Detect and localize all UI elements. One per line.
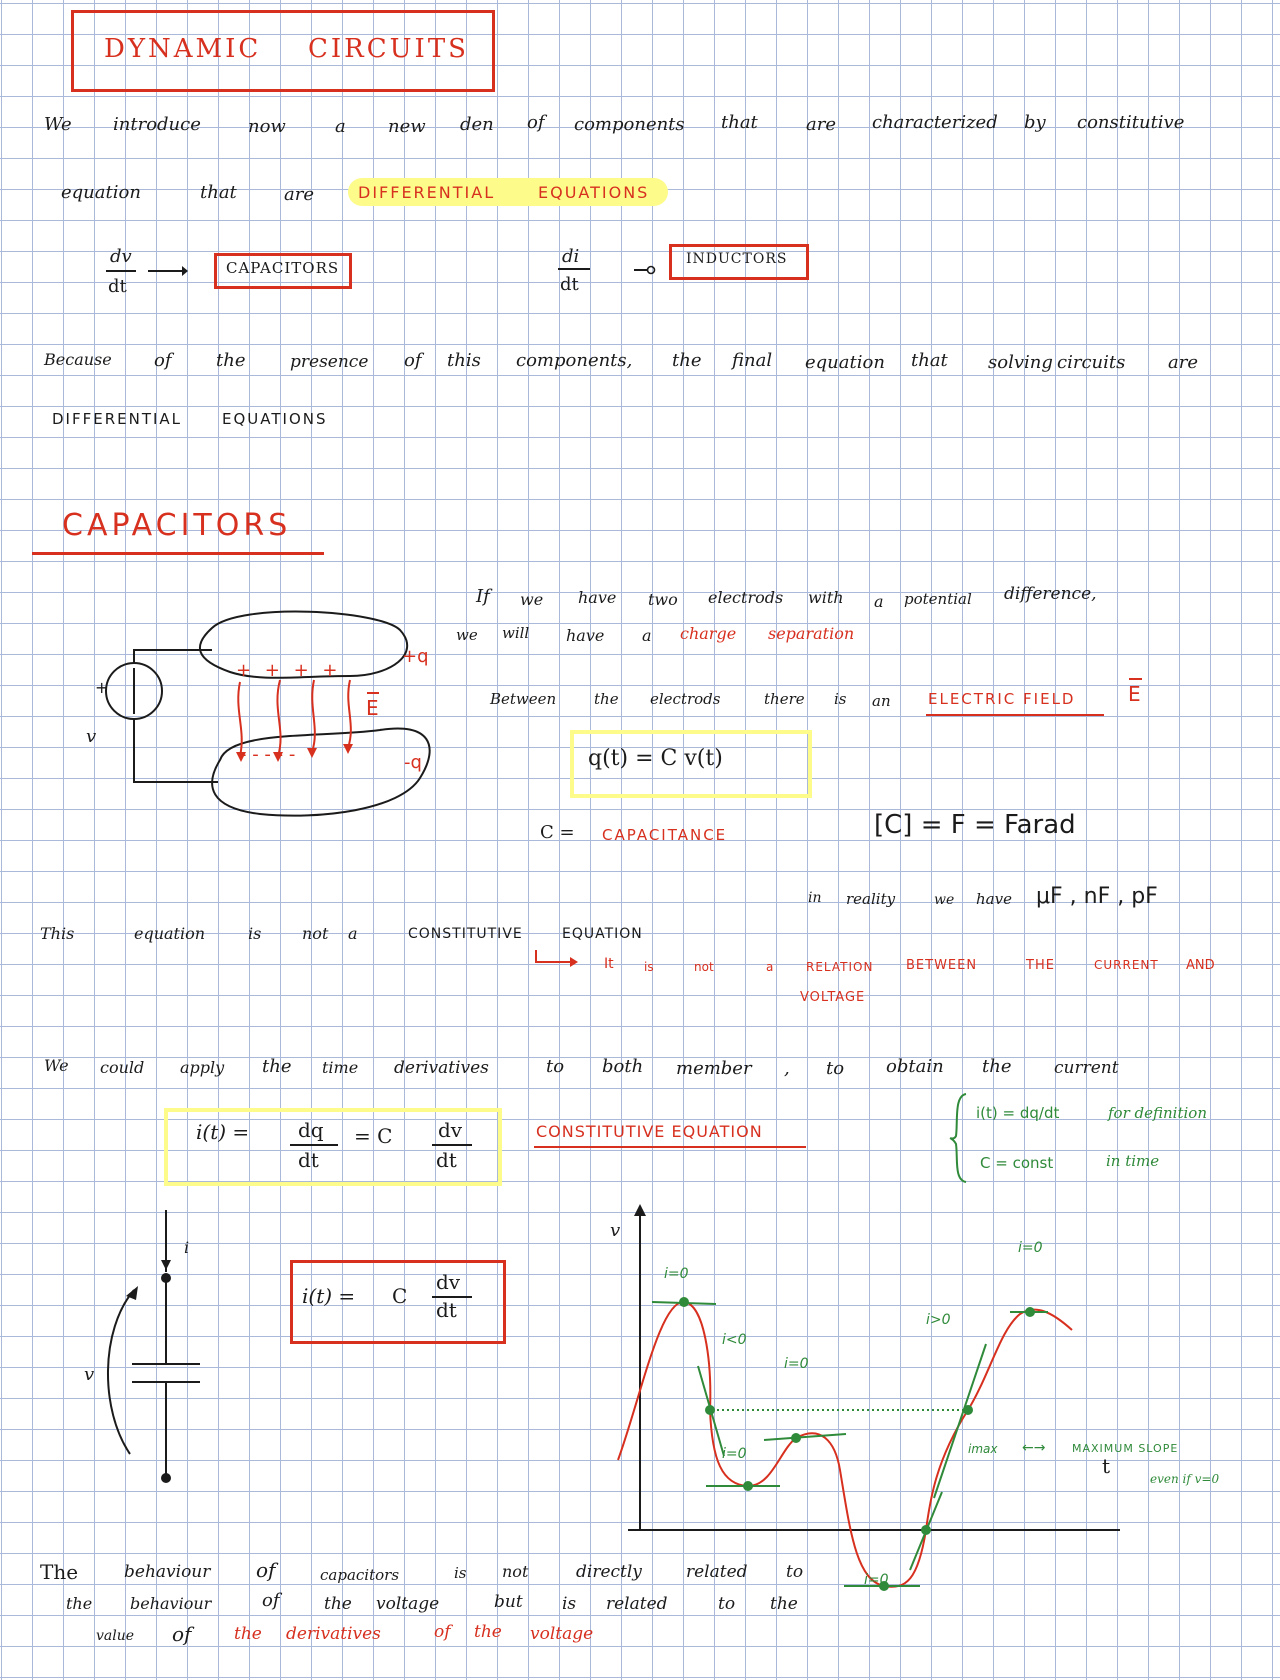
beh3-red1: derivatives — [286, 1624, 381, 1644]
label-i0-c: i=0 — [722, 1446, 747, 1462]
label-igt0: i>0 — [926, 1312, 951, 1328]
nc-w3: not — [302, 924, 329, 943]
because-w12: circuits — [1057, 352, 1126, 373]
capacitors-heading: CAPACITORS — [62, 508, 292, 543]
di-den: dt — [560, 274, 579, 295]
explain3-w0: Between — [490, 690, 557, 708]
beh2-w5: but — [494, 1592, 523, 1612]
intro-w11: by — [1024, 112, 1046, 133]
beh1-w4: is — [454, 1564, 467, 1582]
eq2-lhs: i(t) = — [196, 1120, 250, 1144]
label-even-if: even if v=0 — [1150, 1472, 1220, 1486]
nc-w2: is — [248, 924, 262, 943]
explain1-w8: difference, — [1004, 584, 1097, 604]
eq2-bar2 — [432, 1144, 472, 1146]
q-plus: +q — [402, 646, 429, 667]
nc-arrow-w3: a — [766, 960, 774, 974]
electric-field-underline — [926, 714, 1104, 716]
because-w2: the — [216, 350, 246, 371]
beh3-w0: value — [96, 1628, 135, 1644]
intro-w8: that — [721, 112, 758, 133]
constitutive-underline — [534, 1146, 806, 1148]
because-w13: are — [1168, 352, 1198, 373]
intro-w10: characterized — [872, 112, 998, 133]
explain1-w7: potential — [904, 590, 972, 608]
field-line-4 — [348, 680, 351, 748]
nc-arrow-w6: THE — [1026, 958, 1055, 973]
beh2-w4: voltage — [376, 1594, 440, 1614]
because-w8: final — [732, 350, 773, 371]
definition-line2: C = const — [980, 1154, 1054, 1172]
beh2-w2: of — [262, 1590, 280, 1611]
because-w10: that — [911, 350, 948, 371]
beh1-w8: to — [786, 1562, 804, 1582]
label-i0-d: i=0 — [1018, 1240, 1043, 1256]
apply-w3: the — [262, 1056, 292, 1077]
arrow-to-capacitors — [148, 264, 188, 278]
c-equals: C = — [540, 822, 575, 843]
beh1-w0: The — [40, 1560, 79, 1584]
label-arrow: ←→ — [1022, 1440, 1046, 1456]
intro-w4: new — [388, 116, 426, 137]
eq3-dt: dt — [436, 1298, 457, 1322]
separation-word: separation — [768, 624, 855, 643]
beh1-w3: capacitors — [320, 1566, 400, 1584]
definition-line1: i(t) = dq/dt — [976, 1104, 1060, 1122]
apply-w2: apply — [180, 1058, 225, 1077]
e-vector-bar — [1129, 678, 1142, 680]
explain3-w5: an — [872, 692, 891, 710]
beh2-w7: related — [606, 1594, 668, 1614]
capacitance-label: CAPACITANCE — [602, 826, 728, 844]
apply-w7: both — [602, 1056, 644, 1077]
schematic2-v: v — [84, 1364, 95, 1385]
beh3-red2: of — [434, 1622, 451, 1642]
source-plus: + — [95, 678, 109, 697]
nc-arrow-w2: not — [694, 960, 714, 974]
dv-den: dt — [108, 276, 127, 297]
eq2-bar1 — [290, 1144, 338, 1146]
intro2-w2: are — [284, 184, 314, 205]
voltage-graph — [600, 1200, 1240, 1600]
reality-w3: have — [976, 890, 1012, 908]
nc-w4: a — [348, 924, 358, 943]
heading-underline — [32, 552, 324, 555]
explain3-w3: there — [764, 690, 805, 708]
inductors-label: INDUCTORS — [686, 251, 788, 267]
intro2-w0: equation — [61, 182, 141, 203]
apply-w5: derivatives — [394, 1058, 489, 1078]
explain2-w2: have — [566, 626, 605, 645]
nc-w1: equation — [134, 924, 206, 943]
label-max-slope: MAXIMUM SLOPE — [1072, 1442, 1179, 1455]
dv-num: dv — [110, 246, 132, 267]
intro-w12: constitutive — [1077, 112, 1185, 133]
apply-w1: could — [100, 1058, 145, 1077]
apply-w6: to — [546, 1056, 565, 1077]
beh2-w6: is — [562, 1594, 577, 1614]
dv-fraction-bar — [106, 270, 136, 272]
constitutive-label: CONSTITUTIVE EQUATION — [536, 1122, 763, 1141]
intro-w7: components — [574, 114, 685, 135]
eq3-dv: dv — [436, 1270, 461, 1294]
apply-w8: member — [676, 1058, 752, 1079]
e-field-vector-bar — [367, 692, 379, 694]
beh1-w2: of — [256, 1558, 276, 1582]
explain2-w1: will — [502, 624, 530, 642]
label-imax: imax — [968, 1442, 998, 1456]
explain1-w4: electrods — [708, 588, 784, 607]
because-w9: equation — [805, 352, 885, 373]
beh2-w0: the — [66, 1594, 93, 1613]
source-v: v — [86, 726, 97, 747]
eq2-eq: = C — [354, 1124, 393, 1148]
beh3-w1: of — [172, 1622, 192, 1646]
nc-arrow-w8: AND — [1186, 958, 1215, 973]
reality-w1: reality — [846, 890, 896, 908]
t-axis-label: t — [1102, 1454, 1111, 1478]
because2-w1: EQUATIONS — [222, 410, 328, 428]
explain3-w2: electrods — [650, 690, 721, 708]
explain3-w4: is — [834, 690, 847, 708]
label-i0-e: i=0 — [864, 1572, 889, 1588]
beh2-w8: to — [718, 1594, 736, 1614]
explain1-w3: two — [648, 590, 678, 609]
because2-w0: DIFFERENTIAL — [52, 410, 183, 428]
label-i0-b: i=0 — [784, 1356, 809, 1372]
beh3-red4: voltage — [530, 1624, 594, 1644]
equation1: q(t) = C v(t) — [588, 746, 723, 771]
because-w7: the — [672, 350, 702, 371]
because-w6: components, — [516, 350, 633, 371]
intro-w0: We — [44, 114, 72, 135]
schematic2-i: i — [184, 1238, 190, 1257]
intro-w6: of — [527, 112, 545, 133]
because-w3: presence — [290, 352, 369, 372]
eq2-dt2: dt — [436, 1148, 457, 1172]
e-vector: E — [1128, 682, 1141, 706]
highlight-differential: DIFFERENTIAL — [358, 183, 496, 202]
definition-note1: for definition — [1108, 1104, 1207, 1122]
intro-w1: introduce — [113, 114, 201, 135]
explain2-w0: we — [456, 626, 478, 644]
beh2-w1: behaviour — [130, 1594, 212, 1613]
capacitors-label: CAPACITORS — [226, 259, 340, 277]
intro-w9: are — [806, 114, 836, 135]
farad-unit: [C] = F = Farad — [874, 810, 1076, 840]
because-w11: solving — [988, 352, 1053, 373]
beh1-w1: behaviour — [124, 1562, 211, 1582]
apply-w9: , — [784, 1058, 790, 1079]
intro-w5: den — [460, 114, 494, 135]
nc-arrow-w5: BETWEEN — [906, 958, 978, 973]
explain1-w0: If — [476, 586, 490, 607]
voltage-curve — [618, 1302, 1072, 1587]
nc-arrow-w1: is — [644, 960, 654, 974]
nc-arrow-w4: RELATION — [806, 960, 874, 974]
nc-arrow-w0: It — [604, 956, 614, 972]
apply-w4: time — [322, 1058, 359, 1077]
label-i0-a: i=0 — [664, 1266, 689, 1282]
apply-w10: to — [826, 1058, 845, 1079]
because-w1: of — [154, 350, 172, 371]
electric-field-label: ELECTRIC FIELD — [928, 690, 1076, 708]
because-w5: this — [447, 350, 481, 371]
eq2-dv: dv — [438, 1118, 463, 1142]
explain1-w6: a — [874, 592, 884, 611]
because-w4: of — [404, 350, 422, 371]
explain2-w3: a — [642, 626, 652, 645]
bottom-electrode — [212, 728, 430, 815]
explain1-w5: with — [808, 588, 844, 607]
arrow-to-inductors — [634, 264, 658, 276]
eq2-dq: dq — [298, 1118, 324, 1142]
definition-note2: in time — [1106, 1152, 1160, 1170]
beh1-w6: directly — [576, 1562, 642, 1582]
explain1-w1: we — [520, 590, 544, 609]
field-line-3 — [312, 680, 315, 752]
nc-arrow-w7: CURRENT — [1094, 958, 1159, 972]
beh2-w9: the — [770, 1594, 798, 1614]
di-fraction-bar — [558, 268, 590, 270]
nc-w0: This — [40, 924, 75, 943]
v-axis-label: v — [610, 1220, 621, 1241]
definition-brace — [948, 1092, 968, 1184]
intro-w2: now — [248, 116, 286, 137]
v-axis-arrow — [634, 1204, 646, 1216]
reality-units: μF , nF , pF — [1036, 884, 1158, 909]
beh3-red0: the — [234, 1624, 262, 1644]
because-w0: Because — [44, 350, 112, 369]
beh1-w5: not — [502, 1562, 529, 1581]
di-num: di — [562, 246, 580, 267]
reality-w0: in — [808, 890, 822, 906]
highlight-equations: EQUATIONS — [538, 183, 650, 202]
plus-charges: + + + + — [236, 660, 342, 681]
capacitor-symbol — [80, 1210, 200, 1500]
minus-charges: - - - - - — [240, 744, 296, 765]
eq3-lhs: i(t) = — [302, 1284, 356, 1308]
reality-w2: we — [934, 892, 955, 908]
explain3-w1: the — [594, 690, 619, 708]
intro-w3: a — [335, 116, 346, 137]
apply-w12: the — [982, 1056, 1012, 1077]
beh1-w7: related — [686, 1562, 748, 1582]
title-word2: CIRCUITS — [308, 34, 469, 64]
apply-w13: current — [1054, 1058, 1119, 1078]
graph-axes — [628, 1212, 1120, 1530]
electrode-schematic — [100, 610, 460, 840]
explain1-w2: have — [578, 588, 617, 607]
beh3-red3: the — [474, 1622, 502, 1642]
nc-voltage: VOLTAGE — [800, 990, 866, 1005]
eq3-c: C — [392, 1284, 408, 1308]
apply-w11: obtain — [886, 1056, 944, 1077]
apply-w0: We — [44, 1056, 69, 1075]
q-minus: -q — [404, 752, 422, 773]
eq2-dt1: dt — [298, 1148, 319, 1172]
e-field-label: E — [366, 696, 379, 720]
nc-equation: EQUATION — [562, 926, 643, 942]
intro2-w1: that — [200, 182, 237, 203]
title-word1: DYNAMIC — [104, 34, 262, 64]
label-ilt0: i<0 — [722, 1332, 747, 1348]
charge-word: charge — [680, 624, 737, 643]
beh2-w3: the — [324, 1594, 352, 1614]
nc-arrow — [534, 950, 580, 972]
nc-constitutive: CONSTITUTIVE — [408, 926, 523, 942]
